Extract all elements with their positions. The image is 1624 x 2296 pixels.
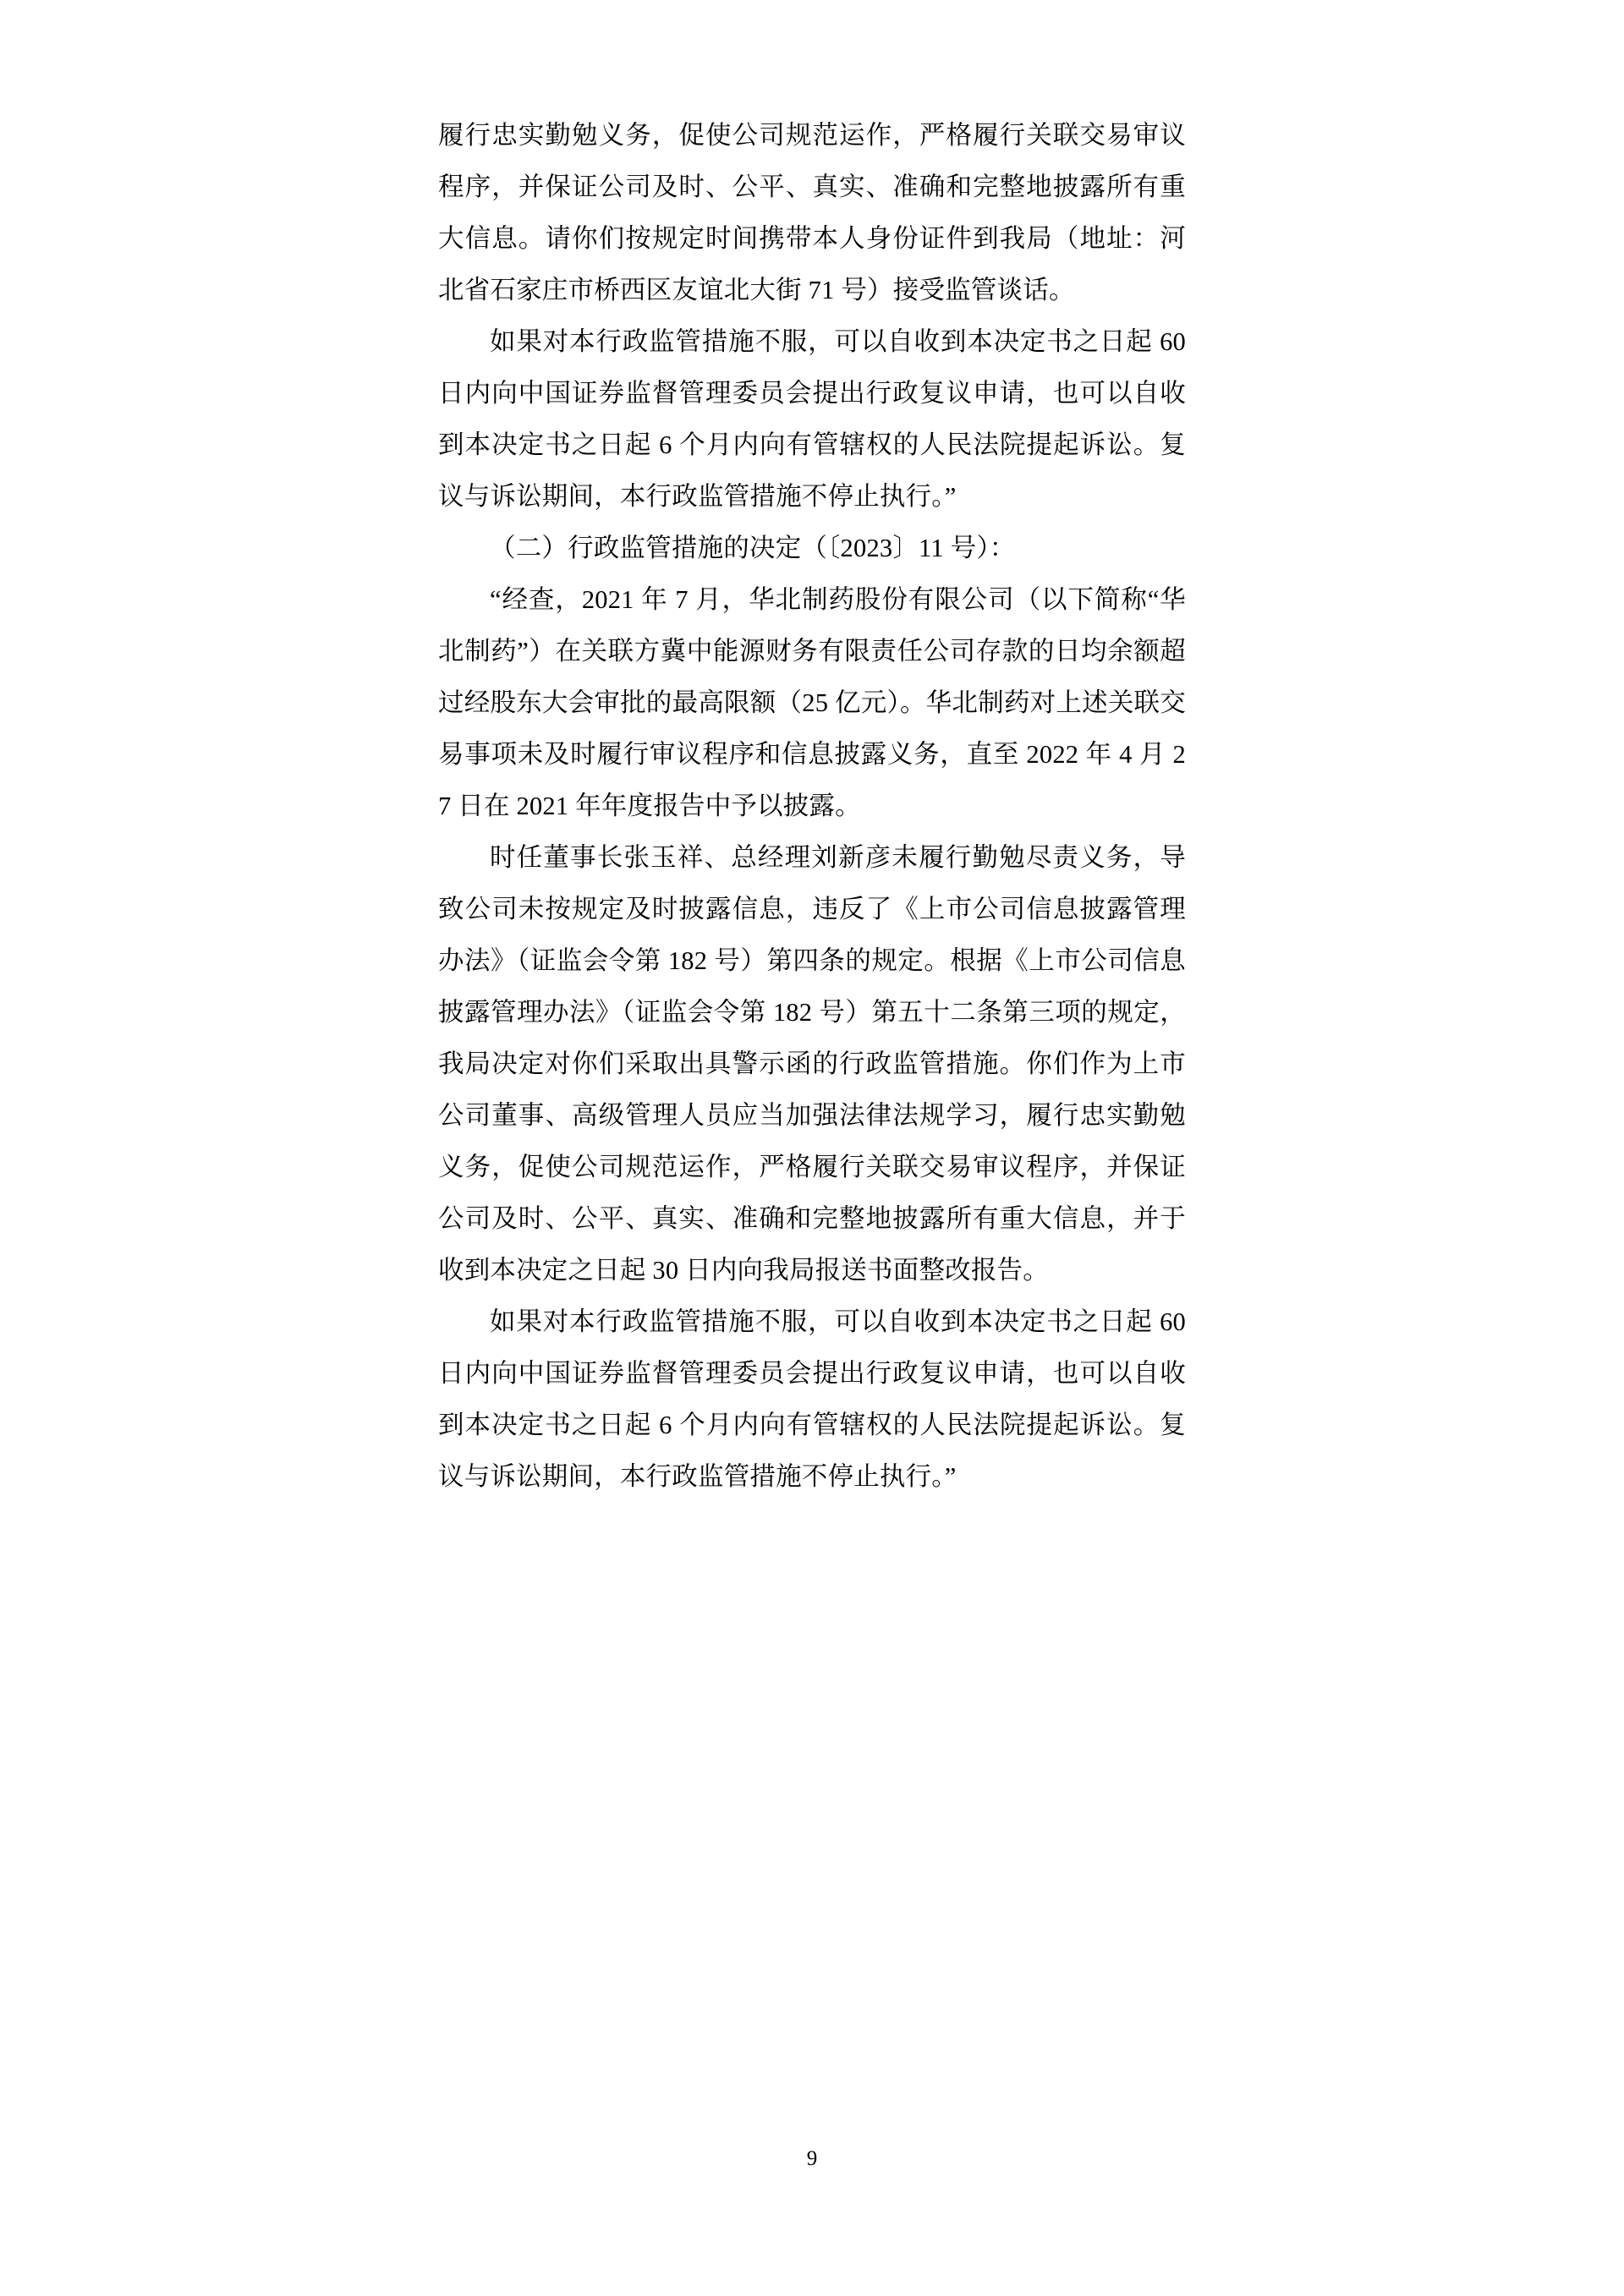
- paragraph-responsibility-and-measures: 时任董事长张玉祥、总经理刘新彦未履行勤勉尽责义务，导致公司未按规定及时披露信息，违反了《上市公司信息披露管理办法》（证监会令第 182 号）第四条的规定。根据《上市公司信息披露管理办法》（证监会令第 182 号）第五十二条第三项的规定，我局决定对你们采取出具警示函的行政监管措施。你们作为上市公司董事、高级管理人员应当加强法律法规学习，履行忠实勤勉义务，促使公司规范运作，严格履行关联交易审议程序，并保证公司及时、公平、真实、准确和完整地披露所有重大信息，并于收到本决定之日起 30 日内向我局报送书面整改报告。: [438, 843, 1186, 1285]
- paragraph-appeal-rights-second: 如果对本行政监管措施不服，可以自收到本决定书之日起 60 日内向中国证券监督管理委员会提出行政复议申请，也可以自收到本决定书之日起 6 个月内向有管辖权的人民法院提起诉讼。复议与诉讼期间，本行政监管措施不停止执行。”: [438, 1307, 1186, 1491]
- paragraph-findings: “经查，2021 年 7 月，华北制药股份有限公司（以下简称“华北制药”）在关联方冀中能源财务有限责任公司存款的日均余额超过经股东大会审批的最高限额（25 亿元）。华北制药对上述关联交易事项未及时履行审议程序和信息披露义务，直至 2022 年 4 月 27 日在 2021 年年度报告中予以披露。: [438, 585, 1186, 820]
- document-body: [438, 110, 1186, 1503]
- document-page: [338, 0, 1286, 2296]
- page-number: 9: [806, 2147, 818, 2170]
- paragraph-appeal-rights-first: 如果对本行政监管措施不服，可以自收到本决定书之日起 60 日内向中国证券监督管理委员会提出行政复议申请，也可以自收到本决定书之日起 6 个月内向有管辖权的人民法院提起诉讼。复议与诉讼期间，本行政监管措施不停止执行。”: [438, 327, 1186, 511]
- paragraph-continued-warning-letter: 履行忠实勤勉义务，促使公司规范运作，严格履行关联交易审议程序，并保证公司及时、公平、真实、准确和完整地披露所有重大信息。请你们按规定时间携带本人身份证件到我局（地址：河北省石家庄市桥西区友谊北大街 71 号）接受监管谈话。: [438, 121, 1186, 304]
- paragraph-section-heading-two: （二）行政监管措施的决定（〔2023〕11 号）：: [490, 534, 1016, 562]
